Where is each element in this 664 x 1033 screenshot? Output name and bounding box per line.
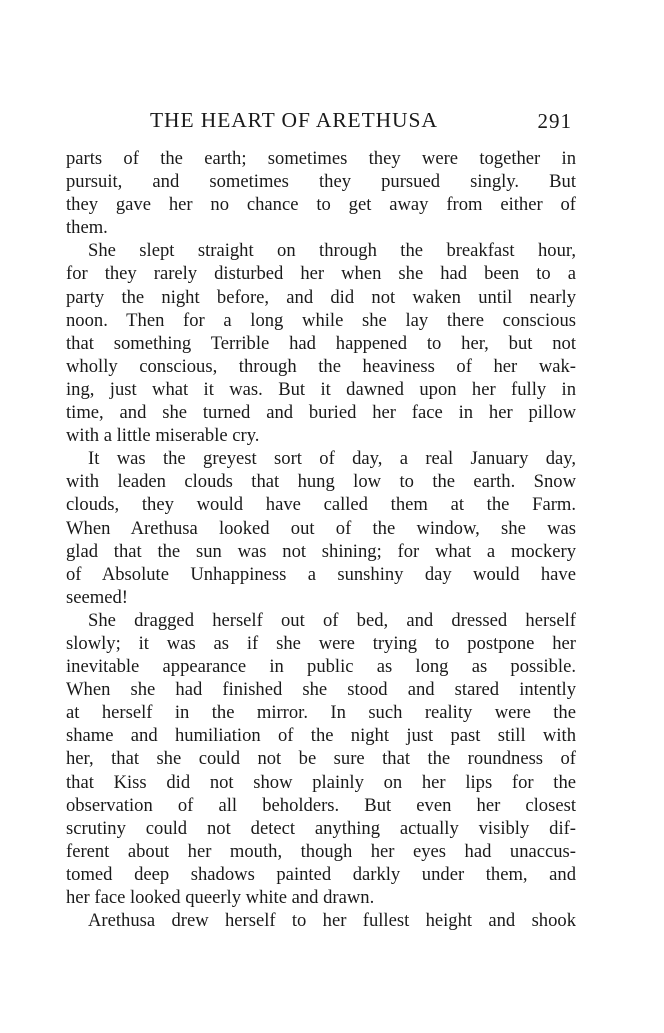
text-line: wholly conscious, through the heaviness of her wak- [66, 355, 576, 377]
text-line: her, that she could not be sure that the roundness of [66, 748, 576, 770]
text-line: glad that the sun was not shining; for what a mockery [66, 540, 576, 562]
text-line: scrutiny could not detect anything actually visibly dif- [66, 817, 576, 839]
text-line: time, and she turned and buried her face in her pillow [66, 402, 576, 424]
text-line: that something Terrible had happened to her, but not [66, 332, 576, 354]
text-line: for they rarely disturbed her when she had been to a [66, 263, 576, 285]
text-line: parts of the earth; sometimes they were together in [66, 148, 576, 169]
text-line: observation of all beholders. But even her closest [66, 794, 576, 816]
text-line: her face looked queerly white and drawn. [66, 887, 375, 908]
text-line: When she had finished she stood and stared intently [66, 679, 576, 701]
text-line: seemed! [66, 586, 128, 608]
text-line: slowly; it was as if she were trying to postpone her [66, 632, 576, 654]
text-line: ing, just what it was. But it dawned upon her fully in [66, 378, 576, 400]
text-line: When Arethusa looked out of the window, she was [66, 517, 576, 539]
running-title: THE HEART OF ARETHUSA [150, 108, 438, 132]
text-line: inevitable appearance in public as long as possible. [66, 656, 576, 678]
body-text [66, 147, 576, 932]
text-line: It was the greyest sort of day, a real January day, [88, 448, 576, 470]
text-line: they gave her no chance to get away from either of [66, 194, 576, 216]
text-line: noon. Then for a long while she lay there conscious [66, 309, 576, 331]
text-line: that Kiss did not show plainly on her lips for the [66, 771, 576, 793]
text-line: with leaden clouds that hung low to the earth. Snow [66, 471, 576, 493]
text-line: them. [66, 217, 108, 239]
text-line: tomed deep shadows painted darkly under them, and [66, 863, 576, 885]
text-line: clouds, they would have called them at the Farm. [66, 494, 576, 516]
page-number: 291 [537, 109, 572, 133]
text-line: She slept straight on through the breakfast hour, [88, 240, 576, 262]
text-line: ferent about her mouth, though her eyes had unaccus- [66, 840, 576, 862]
running-header [66, 108, 576, 138]
text-line: Arethusa drew herself to her fullest height and shook [88, 910, 576, 932]
text-line: She dragged herself out of bed, and dressed herself [88, 609, 576, 631]
text-line: shame and humiliation of the night just past still with [66, 725, 576, 747]
text-line: pursuit, and sometimes they pursued singly. But [66, 171, 576, 193]
text-line: at herself in the mirror. In such reality were the [66, 702, 576, 724]
text-line: party the night before, and did not waken until nearly [66, 286, 576, 308]
text-line: with a little miserable cry. [66, 425, 260, 447]
text-line: of Absolute Unhappiness a sunshiny day would have [66, 563, 576, 585]
